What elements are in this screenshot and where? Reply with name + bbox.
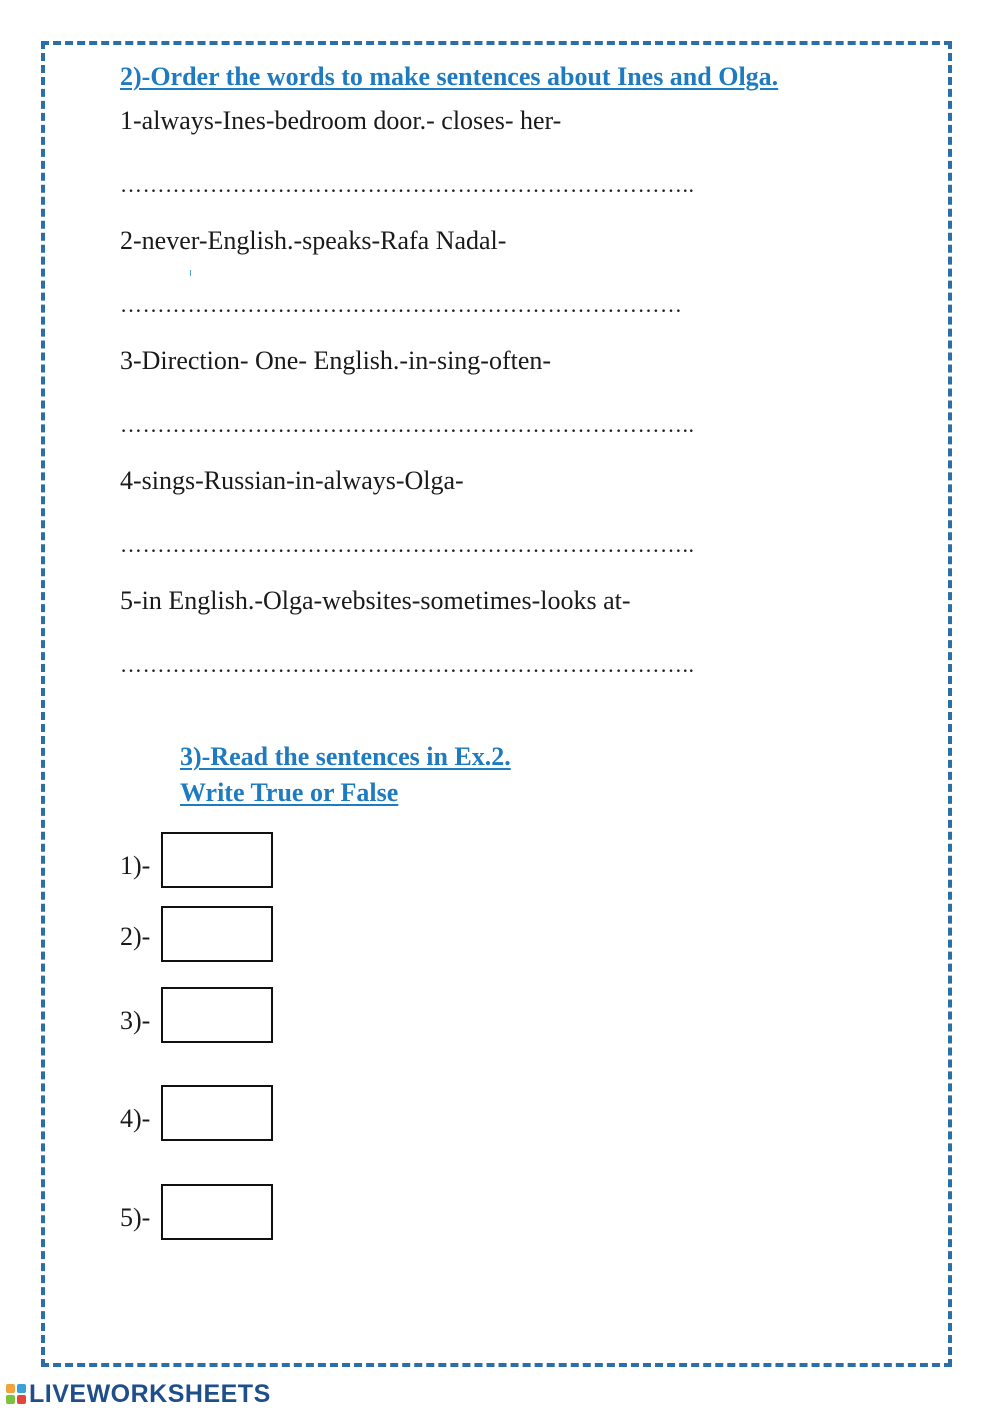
sentence-prompt-4: 4-sings-Russian-in-always-Olga- — [120, 466, 464, 495]
sentence-prompt-5: 5-in English.-Olga-websites-sometimes-looks at- — [120, 586, 631, 615]
tf-answer-box-3[interactable] — [161, 987, 273, 1043]
tf-label-2: 2)- — [120, 922, 151, 951]
tf-answer-box-2[interactable] — [161, 906, 273, 962]
stray-mark — [190, 270, 191, 276]
tf-label-5: 5)- — [120, 1203, 151, 1232]
exercise-3-subtitle: Write True or False — [180, 778, 399, 807]
sentence-prompt-1: 1-always-Ines-bedroom door.- closes- her- — [120, 106, 562, 135]
answer-line-5[interactable]: ………………………………………………………………….. — [120, 652, 695, 677]
tf-label-4: 4)- — [120, 1104, 151, 1133]
tf-label-3: 3)- — [120, 1006, 151, 1035]
tf-answer-box-4[interactable] — [161, 1085, 273, 1141]
answer-line-3[interactable]: ………………………………………………………………….. — [120, 412, 695, 437]
logo-icon — [6, 1384, 26, 1404]
tf-answer-box-1[interactable] — [161, 832, 273, 888]
exercise-2-title: 2)-Order the words to make sentences about Ines and Olga. — [120, 62, 779, 91]
exercise-3-title: 3)-Read the sentences in Ex.2. — [180, 742, 511, 771]
sentence-prompt-3: 3-Direction- One- English.-in-sing-often- — [120, 346, 552, 375]
answer-line-1[interactable]: ………………………………………………………………….. — [120, 172, 695, 197]
answer-line-2[interactable]: ………………………………………………………………… — [120, 292, 683, 317]
tf-label-1: 1)- — [120, 851, 151, 880]
liveworksheets-logo — [6, 1381, 271, 1407]
logo-text: LIVEWORKSHEETS — [29, 1379, 271, 1408]
sentence-prompt-2: 2-never-English.-speaks-Rafa Nadal- — [120, 226, 507, 255]
tf-answer-box-5[interactable] — [161, 1184, 273, 1240]
answer-line-4[interactable]: ………………………………………………………………….. — [120, 532, 695, 557]
